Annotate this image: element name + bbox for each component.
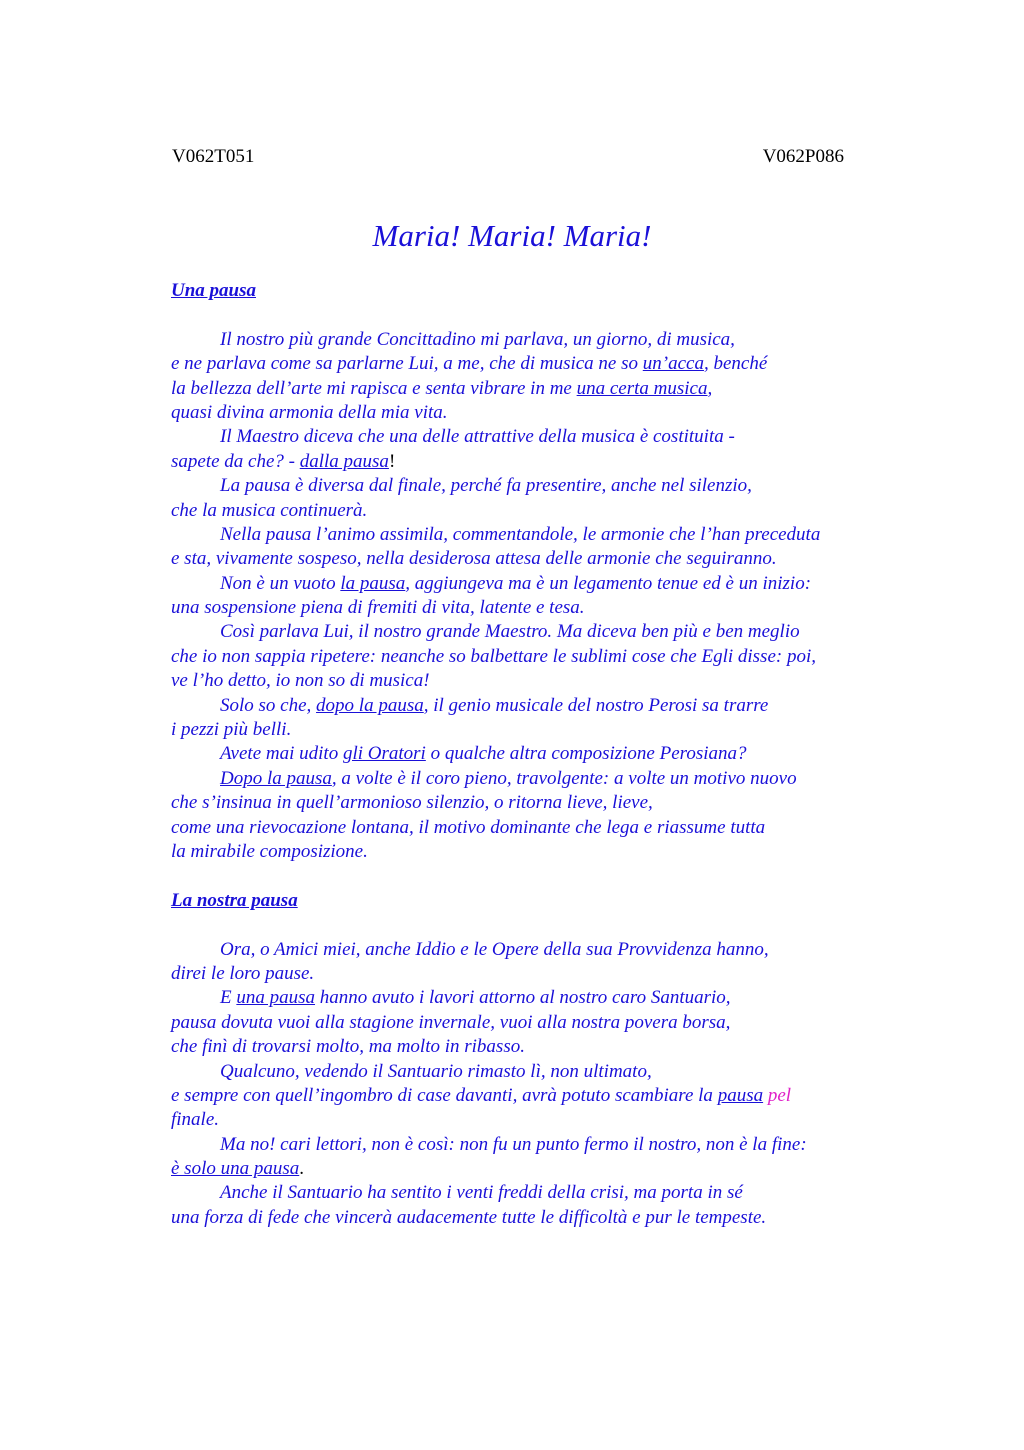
text-line: Ma no! cari lettori, non è così: non fu un punto fermo il nostro, non è la fine: — [220, 1133, 807, 1155]
underlined-phrase: la pausa — [340, 572, 406, 594]
underlined-phrase: un’acca — [642, 353, 704, 375]
header-left-code: V062T051 — [172, 146, 255, 167]
text-line: Nella pausa l’animo assimila, commentandole, le armonie che l’han preceduta — [220, 523, 821, 545]
text-line: sapete da che? - dalla pausa! — [171, 450, 396, 472]
text-line: La pausa è diversa dal finale, perché fa presentire, anche nel silenzio, — [220, 475, 752, 497]
text-line: una sospensione piena di fremiti di vita, latente e tesa. — [171, 597, 585, 619]
header-right-code: V062P086 — [762, 146, 844, 167]
underlined-phrase: pausa — [717, 1084, 764, 1106]
document-body — [171, 279, 891, 1230]
text-line: Solo so che, dopo la pausa, il genio musicale del nostro Perosi sa trarre — [220, 694, 769, 716]
text-line: Il Maestro diceva che una delle attrattive della musica è costituita - — [220, 426, 735, 448]
text-line: che io non sappia ripetere: neanche so balbettare le sublimi cose che Egli disse: poi, — [171, 645, 816, 667]
section-heading: Una pausa — [171, 280, 256, 301]
text-line: come una rievocazione lontana, il motivo dominante che lega e riassume tutta — [171, 816, 766, 838]
text-line: direi le loro pause. — [171, 962, 315, 984]
text-line: Qualcuno, vedendo il Santuario rimasto lì, non ultimato, — [220, 1060, 652, 1082]
text-line: quasi divina armonia della mia vita. — [171, 401, 448, 423]
text-line: la mirabile composizione. — [171, 840, 368, 862]
underlined-phrase: gli Oratori — [342, 743, 426, 765]
text-line: Avete mai udito gli Oratori o qualche altra composizione Perosiana? — [220, 743, 747, 765]
text-line: e sta, vivamente sospeso, nella desiderosa attesa delle armonie che seguiranno. — [171, 548, 777, 570]
text-line: Anche il Santuario ha sentito i venti freddi della crisi, ma porta in sé — [220, 1182, 743, 1204]
underlined-phrase: Dopo la pausa — [220, 767, 332, 789]
text-line: Il nostro più grande Concittadino mi parlava, un giorno, di musica, — [220, 328, 735, 350]
underlined-phrase: dalla pausa — [299, 450, 389, 472]
text-line: E una pausa hanno avuto i lavori attorno al nostro caro Santuario, — [220, 987, 731, 1009]
document-title: Maria! Maria! Maria! — [372, 218, 652, 253]
text-line: Ora, o Amici miei, anche Iddio e le Opere della sua Provvidenza hanno, — [220, 938, 769, 960]
text-line: i pezzi più belli. — [171, 719, 292, 741]
underlined-phrase: una pausa — [236, 987, 316, 1009]
text-line: che finì di trovarsi molto, ma molto in ribasso. — [171, 1036, 525, 1058]
text-line: Non è un vuoto la pausa, aggiungeva ma è un legamento tenue ed è un inizio: — [220, 572, 812, 594]
text-line: e sempre con quell’ingombro di case davanti, avrà potuto scambiare la pausa pel — [171, 1084, 792, 1106]
section-heading: La nostra pausa — [171, 889, 298, 911]
highlighted-word: pel — [767, 1084, 792, 1106]
underlined-phrase: è solo una pausa — [171, 1158, 300, 1180]
text-line: che la musica continuerà. — [171, 499, 368, 521]
text-line: e ne parlava come sa parlarne Lui, a me, che di musica ne so un’acca, benché — [171, 353, 768, 375]
text-line: ve l’ho detto, io non so di musica! — [171, 670, 430, 692]
text-line: finale. — [171, 1109, 220, 1131]
underlined-phrase: una certa musica — [576, 377, 708, 399]
text-line: pausa dovuta vuoi alla stagione invernale, vuoi alla nostra povera borsa, — [171, 1011, 731, 1033]
text-line: Così parlava Lui, il nostro grande Maestro. Ma diceva ben più e ben meglio — [220, 621, 800, 643]
text-line: la bellezza dell’arte mi rapisca e senta vibrare in me una certa musica, — [171, 377, 713, 399]
text-line: è solo una pausa. — [171, 1158, 304, 1180]
text-line: una forza di fede che vincerà audacemente tutte le difficoltà e pur le tempeste. — [171, 1206, 767, 1228]
underlined-phrase: dopo la pausa — [316, 694, 424, 716]
text-line: che s’insinua in quell’armonioso silenzio, o ritorna lieve, lieve, — [171, 792, 653, 814]
text-line: Dopo la pausa, a volte è il coro pieno, travolgente: a volte un motivo nuovo — [220, 767, 797, 789]
